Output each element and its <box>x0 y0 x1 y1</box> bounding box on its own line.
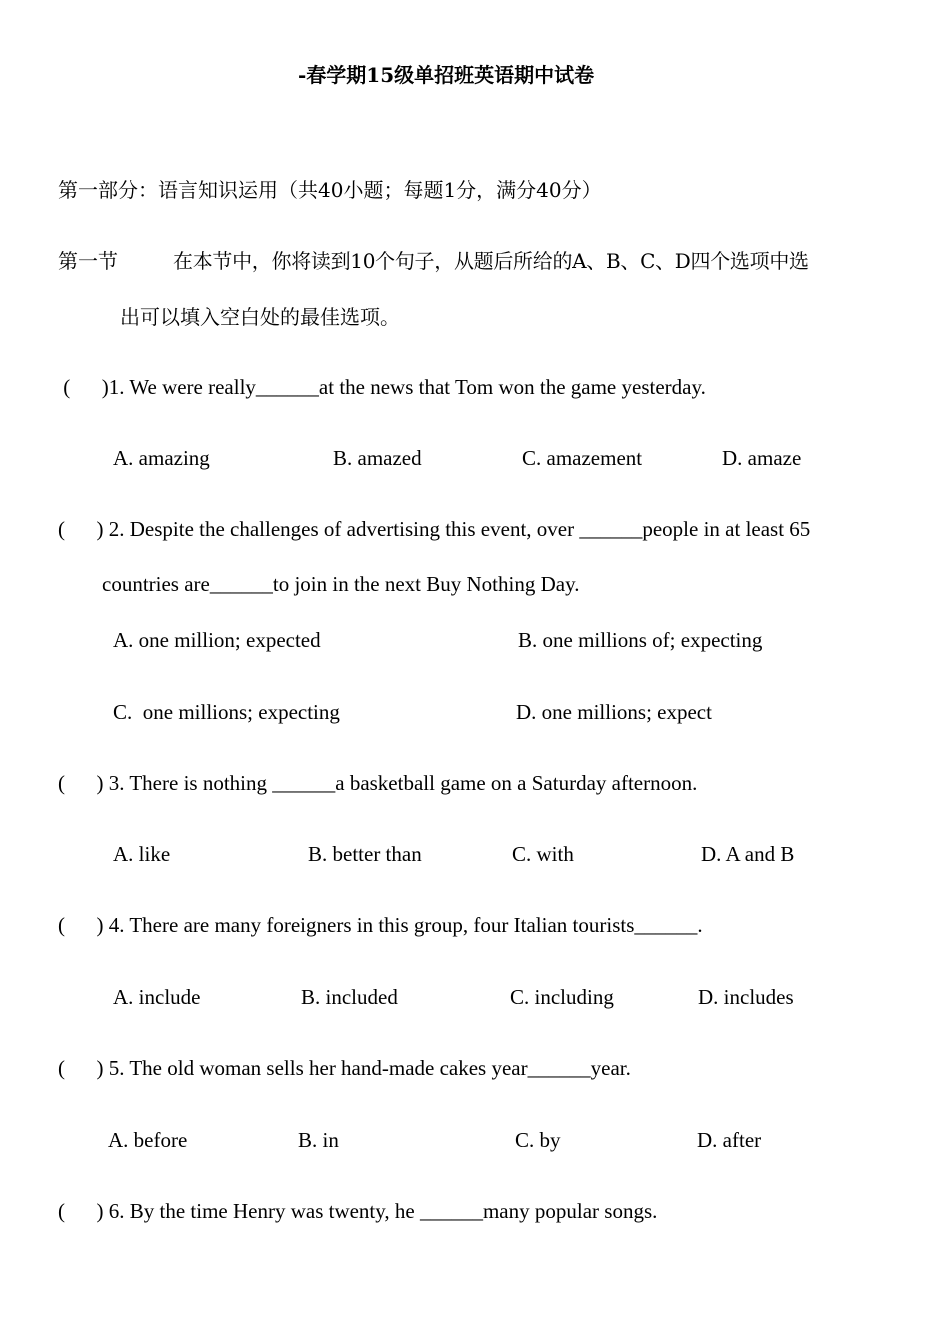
question-6-stem: ( ) 6. By the time Henry was twenty, he ______many popular songs. <box>58 1199 658 1223</box>
question-1-stem: ( )1. We were really______at the news that Tom won the game yesterday. <box>58 375 706 399</box>
question-3-option-d: D. A and B <box>701 842 795 866</box>
question-4-stem: ( ) 4. There are many foreigners in this group, four Italian tourists______. <box>58 913 703 937</box>
page-title: -春学期15级单招班英语期中试卷 <box>298 63 595 87</box>
question-1-option-c: C. amazement <box>522 446 643 470</box>
section-label: 第一节 <box>58 249 118 273</box>
question-5-stem: ( ) 5. The old woman sells her hand-made cakes year______year. <box>58 1056 631 1080</box>
question-4-option-b: B. included <box>301 985 398 1009</box>
question-2-stem: ( ) 2. Despite the challenges of advertising this event, over ______people in at least 65 <box>58 517 811 541</box>
question-1-option-a: A. amazing <box>113 446 210 470</box>
question-3-option-a: A. like <box>113 842 171 866</box>
question-4-option-d: D. includes <box>698 985 794 1009</box>
question-1-option-d: D. amaze <box>722 446 802 470</box>
question-2-option-c: C. one millions; expecting <box>113 700 340 724</box>
question-2-stem-continued: countries are______to join in the next Buy Nothing Day. <box>102 572 580 596</box>
part-heading: 第一部分：语言知识运用（共40小题；每题1分，满分40分） <box>58 178 602 202</box>
question-5-option-b: B. in <box>298 1128 339 1152</box>
question-5-option-d: D. after <box>697 1128 762 1152</box>
question-5-option-a: A. before <box>108 1128 188 1152</box>
question-3-option-b: B. better than <box>308 842 422 866</box>
question-3-stem: ( ) 3. There is nothing ______a basketball game on a Saturday afternoon. <box>58 771 698 795</box>
question-3-option-c: C. with <box>512 842 574 866</box>
question-4-option-a: A. include <box>113 985 201 1009</box>
question-2-option-a: A. one million; expected <box>113 628 321 652</box>
question-4-option-c: C. including <box>510 985 614 1009</box>
question-1-option-b: B. amazed <box>333 446 422 470</box>
section-instruction-line2: 出可以填入空白处的最佳选项。 <box>120 305 400 329</box>
question-2-option-d: D. one millions; expect <box>516 700 712 724</box>
question-5-option-c: C. by <box>515 1128 561 1152</box>
section-instruction-line1: 在本节中，你将读到10个句子，从题后所给的A、B、C、D四个选项中选 <box>173 249 809 273</box>
question-2-option-b: B. one millions of; expecting <box>518 628 763 652</box>
